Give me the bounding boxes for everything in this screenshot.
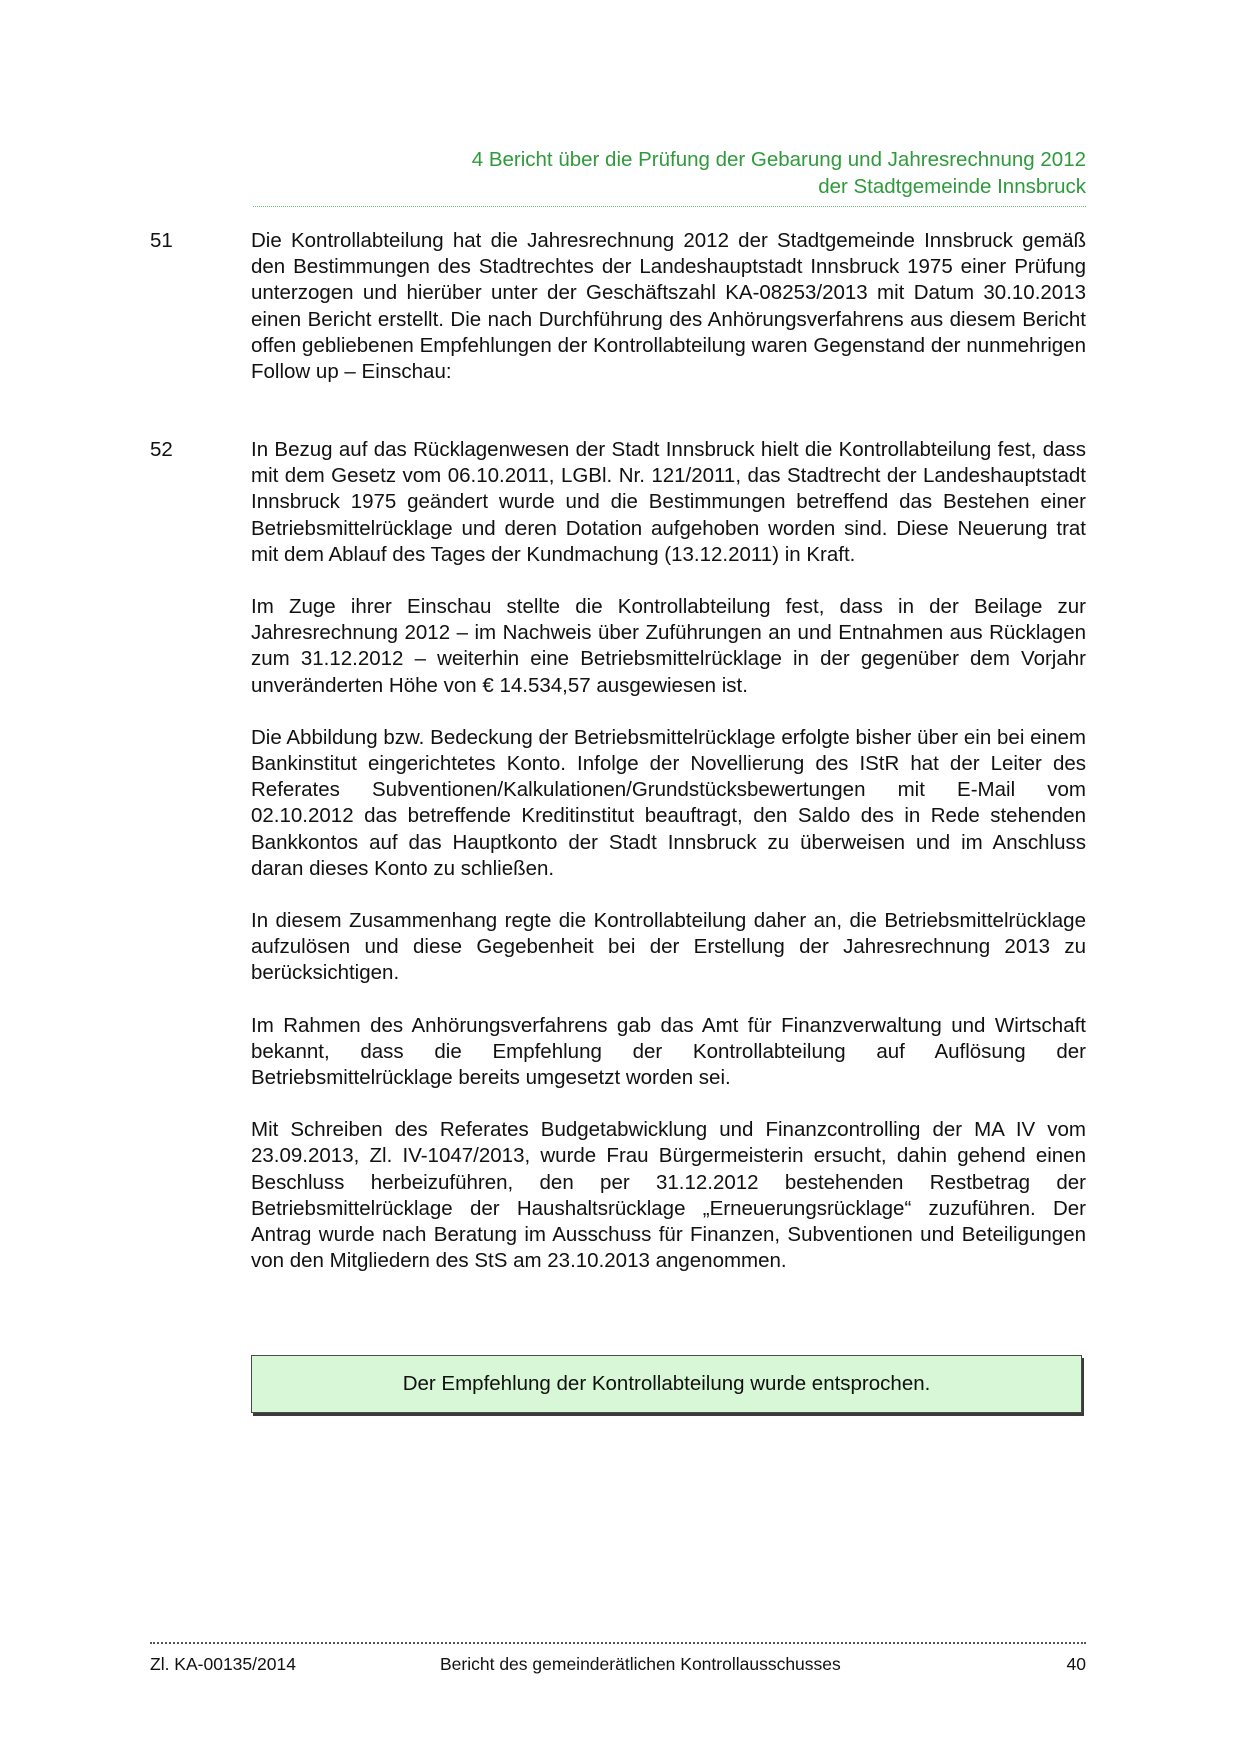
- result-box: [251, 1355, 1082, 1413]
- section-body: [251, 437, 1086, 1300]
- page-header: [150, 146, 1086, 200]
- header-title-line2: der Stadtgemeinde Innsbruck: [818, 175, 1086, 198]
- footer-title: Bericht des gemeinderätlichen Kontrollausschusses: [440, 1654, 841, 1674]
- paragraph: Mit Schreiben des Referates Budgetabwicklung und Finanzcontrolling der MA IV vom 23.09.2013, Zl. IV-1047/2013, wurde Frau Bürgermeisterin ersucht, dahin gehend einen Beschluss herbeizuführen, den per 31.12.2012 bestehenden Restbetrag der Betriebsmittelrücklage der Haushaltsrücklage „Erneuerungsrücklage“ zuzuführen. Der Antrag wurde nach Beratung im Ausschuss für Finanzen, Subventionen und Beteiligungen von den Mitgliedern des StS am 23.10.2013 angenommen.: [251, 1118, 1086, 1273]
- page-number: 40: [1066, 1654, 1086, 1674]
- footer-divider: [150, 1642, 1086, 1644]
- paragraph: Im Zuge ihrer Einschau stellte die Kontrollabteilung fest, dass in der Beilage zur Jahresrechnung 2012 – im Nachweis über Zuführungen an und Entnahmen aus Rücklagen zum 31.12.2012 – weiterhin eine Betriebsmittelrücklage in der gegenüber dem Vorjahr unveränderten Höhe von € 14.534,57 ausgewiesen ist.: [251, 595, 1086, 697]
- paragraph: In diesem Zusammenhang regte die Kontrollabteilung daher an, die Betriebsmittelrücklage aufzulösen und diese Gegebenheit bei der Erstellung der Jahresrechnung 2013 zu berücksichtigen.: [251, 909, 1086, 985]
- header-title-line1: 4 Bericht über die Prüfung der Gebarung und Jahresrechnung 2012: [471, 148, 1086, 171]
- header-divider: [253, 206, 1086, 207]
- paragraph: Im Rahmen des Anhörungsverfahrens gab das Amt für Finanzverwaltung und Wirtschaft bekannt, dass die Empfehlung der Kontrollabteilung auf Auflösung der Betriebsmittelrücklage bereits umgesetzt worden sei.: [251, 1013, 1086, 1090]
- paragraph: In Bezug auf das Rücklagenwesen der Stadt Innsbruck hielt die Kontrollabteilung fest, dass mit dem Gesetz vom 06.10.2011, LGBl. Nr. 121/2011, das Stadtrecht der Landeshauptstadt Innsbruck 1975 geändert wurde und die Bestimmungen betreffend das Bestehen einer Betriebsmittelrücklage und deren Dotation aufgehoben worden sind. Diese Neuerung trat mit dem Ablauf des Tages der Kundmachung (13.12.2011) in Kraft.: [251, 438, 1086, 566]
- result-text: Der Empfehlung der Kontrollabteilung wurde entsprochen.: [402, 1372, 931, 1395]
- paragraph: Die Abbildung bzw. Bedeckung der Betriebsmittelrücklage erfolgte bisher über ein bei einem Bankinstitut eingerichtetes Konto. Infolge der Novellierung des IStR hat der Leiter des Referates Subventionen/Kalkulationen/Grundstücksbewertungen mit E-Mail vom 02.10.2012 das betreffende Kreditinstitut beauftragt, den Saldo des in Rede stehenden Bankkontos auf das Hauptkonto der Stadt Innsbruck zu überweisen und im Anschluss daran dieses Konto zu schließen.: [251, 725, 1086, 880]
- paragraph: Die Kontrollabteilung hat die Jahresrechnung 2012 der Stadtgemeinde Innsbruck gemäß den Bestimmungen des Stadtrechtes der Landeshauptstadt Innsbruck 1975 einer Prüfung unterzogen und hierüber unter der Geschäftszahl KA-08253/2013 mit Datum 30.10.2013 einen Bericht erstellt. Die nach Durchführung des Anhörungsverfahrens aus diesem Bericht offen gebliebenen Empfehlungen der Kontrollabteilung waren Gegenstand der nunmehrigen Follow up – Einschau:: [251, 229, 1086, 384]
- section-number: 52: [150, 438, 173, 461]
- section-number: 51: [150, 229, 173, 252]
- section-body: [251, 228, 1086, 411]
- footer-reference: Zl. KA-00135/2014: [150, 1654, 296, 1674]
